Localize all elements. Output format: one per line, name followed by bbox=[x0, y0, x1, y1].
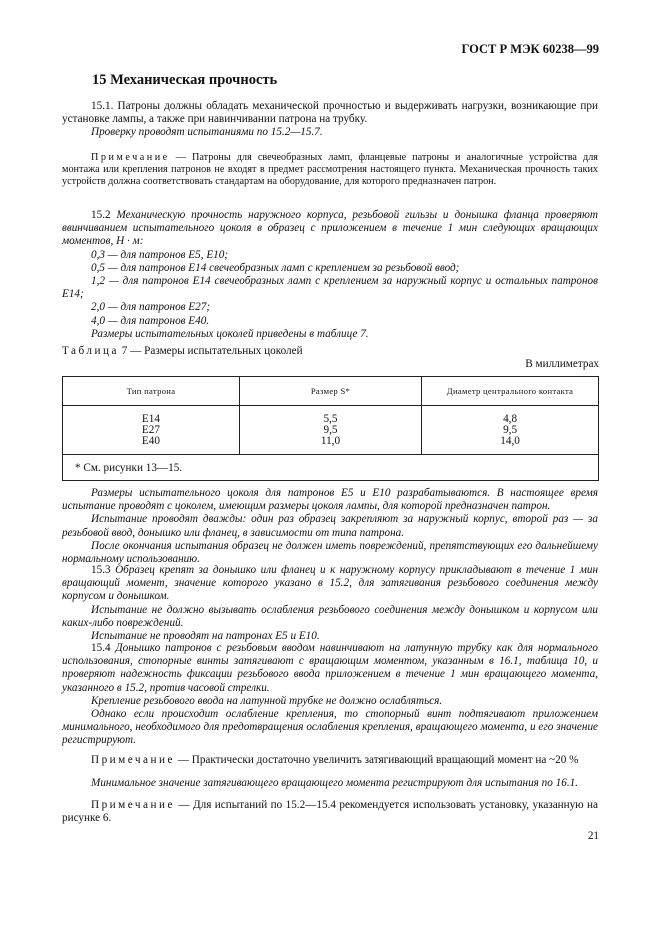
torque-item: 2,0 — для патронов Е27; bbox=[91, 301, 211, 314]
clause-15-4-requirement: Крепление резьбового ввода на латунной трубке не должно ослабляться. bbox=[91, 694, 443, 707]
clause-15-2-table-ref: Размеры испытательных цоколей приведены в таблице 7. bbox=[91, 327, 369, 340]
note-3 bbox=[62, 799, 598, 825]
clause-15-1 bbox=[62, 100, 598, 140]
clause-15-3-requirement: Испытание не должно вызывать ослабления резьбового соединения между донышком и корпусом или каких-либо повреждений. bbox=[62, 603, 598, 629]
cell-value: 5,5 bbox=[323, 412, 338, 425]
clause-15-4 bbox=[62, 642, 598, 748]
cell-value: 9,5 bbox=[503, 423, 518, 436]
clause-15-3-text: Образец крепят за донышко или фланец и к наружному корпусу прикладывают в течение 1 мин вращающий момент, значение которого указано в 15.2, для затягивания резьбового соединения между корпусом и донышком. bbox=[62, 564, 599, 603]
table-cell-size-s bbox=[239, 406, 421, 455]
cell-value: Е27 bbox=[141, 423, 160, 436]
table-cell-contact-diameter bbox=[422, 406, 599, 455]
cell-value: 14,0 bbox=[500, 434, 520, 447]
note-2-text: — Практически достаточно увеличить затягивающий вращающий момент на ~20 % bbox=[174, 754, 579, 766]
clause-15-4-number: 15.4 bbox=[91, 642, 116, 654]
clause-15-2-text: Механическую прочность наружного корпуса, резьбовой гильзы и донышка фланца проверяют ввинчиванием испытательного цоколя в образец с приложением в течение 1 мин следующих вращающих моментов, Н · м: bbox=[62, 209, 599, 248]
clause-15-3 bbox=[62, 564, 598, 643]
note-1 bbox=[62, 152, 598, 188]
table-header: Тип патрона bbox=[63, 377, 240, 406]
note-3-label: Примечание bbox=[91, 799, 175, 811]
note-2-label: Примечание bbox=[91, 754, 175, 766]
table-header: Размер S* bbox=[239, 377, 421, 406]
clause-15-3-number: 15.3 bbox=[91, 564, 116, 576]
clause-15-2 bbox=[62, 209, 598, 341]
min-torque-record bbox=[62, 777, 598, 790]
torque-item: 1,2 — для патронов Е14 свечеобразных ламп с креплением за наружный корпус и остальных патронов Е14; bbox=[62, 275, 598, 301]
standard-header: ГОСТ Р МЭК 60238—99 bbox=[461, 42, 599, 56]
table-row bbox=[63, 406, 599, 455]
cell-value: Е40 bbox=[141, 434, 160, 447]
table-units: В миллиметрах bbox=[525, 358, 599, 370]
min-torque-text: Минимальное значение затягивающего вращающего момента регистрируют для испытания по 16.1. bbox=[91, 777, 579, 789]
cell-value: 4,8 bbox=[503, 412, 518, 425]
table-caption bbox=[62, 345, 303, 357]
torque-item: 4,0 — для патронов Е40. bbox=[91, 314, 210, 327]
cell-value: Е14 bbox=[141, 412, 160, 425]
table-header: Диаметр центрального контакта bbox=[422, 377, 599, 406]
table-caption-text: 7 — Размеры испытательных цоколей bbox=[118, 345, 303, 357]
table-caption-label: Таблица bbox=[62, 345, 119, 357]
clause-15-4-text: Донышко патронов с резьбовым вводом навинчивают на латунную трубку как для нормального использования, стопорные винты затягивают с вращающим моментом, указанным в 16.1, таблица 10, и проверяют надежность фиксации резьбового ввода приложением в течение 1 мин вращающего момента, указанного в 15.2, против часовой стрелки. bbox=[62, 642, 599, 694]
torque-item: 0,3 — для патронов Е5, Е10; bbox=[91, 248, 229, 261]
cell-value: 9,5 bbox=[323, 423, 338, 436]
clause-15-2-number: 15.2 bbox=[91, 209, 117, 221]
note-2 bbox=[62, 754, 598, 767]
table-header-row bbox=[63, 377, 599, 406]
page-number: 21 bbox=[587, 830, 599, 842]
section-title: 15 Механическая прочность bbox=[92, 72, 278, 88]
paragraph: Испытание проводят дважды: один раз образец закрепляют за наружный корпус, второй раз — за резьбовой ввод, донышко или фланец, в зависимости от типа патрона. bbox=[62, 513, 598, 539]
paragraph: После окончания испытания образец не должен иметь повреждений, препятствующих его дальнейшему нормальному использованию. bbox=[62, 539, 598, 566]
torque-item: 0,5 — для патронов Е14 свечеобразных ламп с креплением за резьбовой ввод; bbox=[91, 261, 460, 274]
paragraph: Размеры испытательного цоколя для патронов Е5 и Е10 разрабатываются. В настоящее время испытание проводят с цоколем, имеющим размеры цоколя лампы, для которой предназначен патрон. bbox=[62, 487, 598, 513]
test-caps-table bbox=[62, 376, 599, 481]
table-footnote: * См. рисунки 13—15. bbox=[63, 455, 599, 481]
clause-15-4-loosening: Однако если происходит ослабление крепления, то стопорный винт подтягивают приложением минимального, необходимого для предотвращения ослабления крепления, вращающего момента, и его значение регистрируют. bbox=[62, 708, 598, 747]
table-footnote-row bbox=[63, 455, 599, 481]
clause-15-3-exception: Испытание не проводят на патронах Е5 и Е10. bbox=[91, 630, 320, 643]
after-table-text bbox=[62, 487, 598, 566]
clause-15-1-text: 15.1. Патроны должны обладать механической прочностью и выдерживать нагрузки, возникающие при установке лампы, а также при навинчивании патрона на трубку. bbox=[62, 100, 598, 126]
note-3-text: — Для испытаний по 15.2—15.4 рекомендуется использовать установку, указанную на рисунке 6. bbox=[62, 799, 598, 825]
table-cell-socket-type bbox=[63, 406, 240, 455]
clause-15-1-check: Проверку проводят испытаниями по 15.2—15.7. bbox=[91, 126, 323, 139]
note-1-text: — Патроны для свечеобразных ламп, фланцевые патроны и аналогичные устройства для монтажа или крепления патронов не входят в предмет рассмотрения настоящего пункта. Механическая прочность таких устройств должна соответствовать стандартам на оборудование, для которого предназначен патрон. bbox=[62, 152, 598, 187]
cell-value: 11,0 bbox=[320, 434, 341, 447]
note-1-label: Примечание bbox=[91, 152, 170, 163]
